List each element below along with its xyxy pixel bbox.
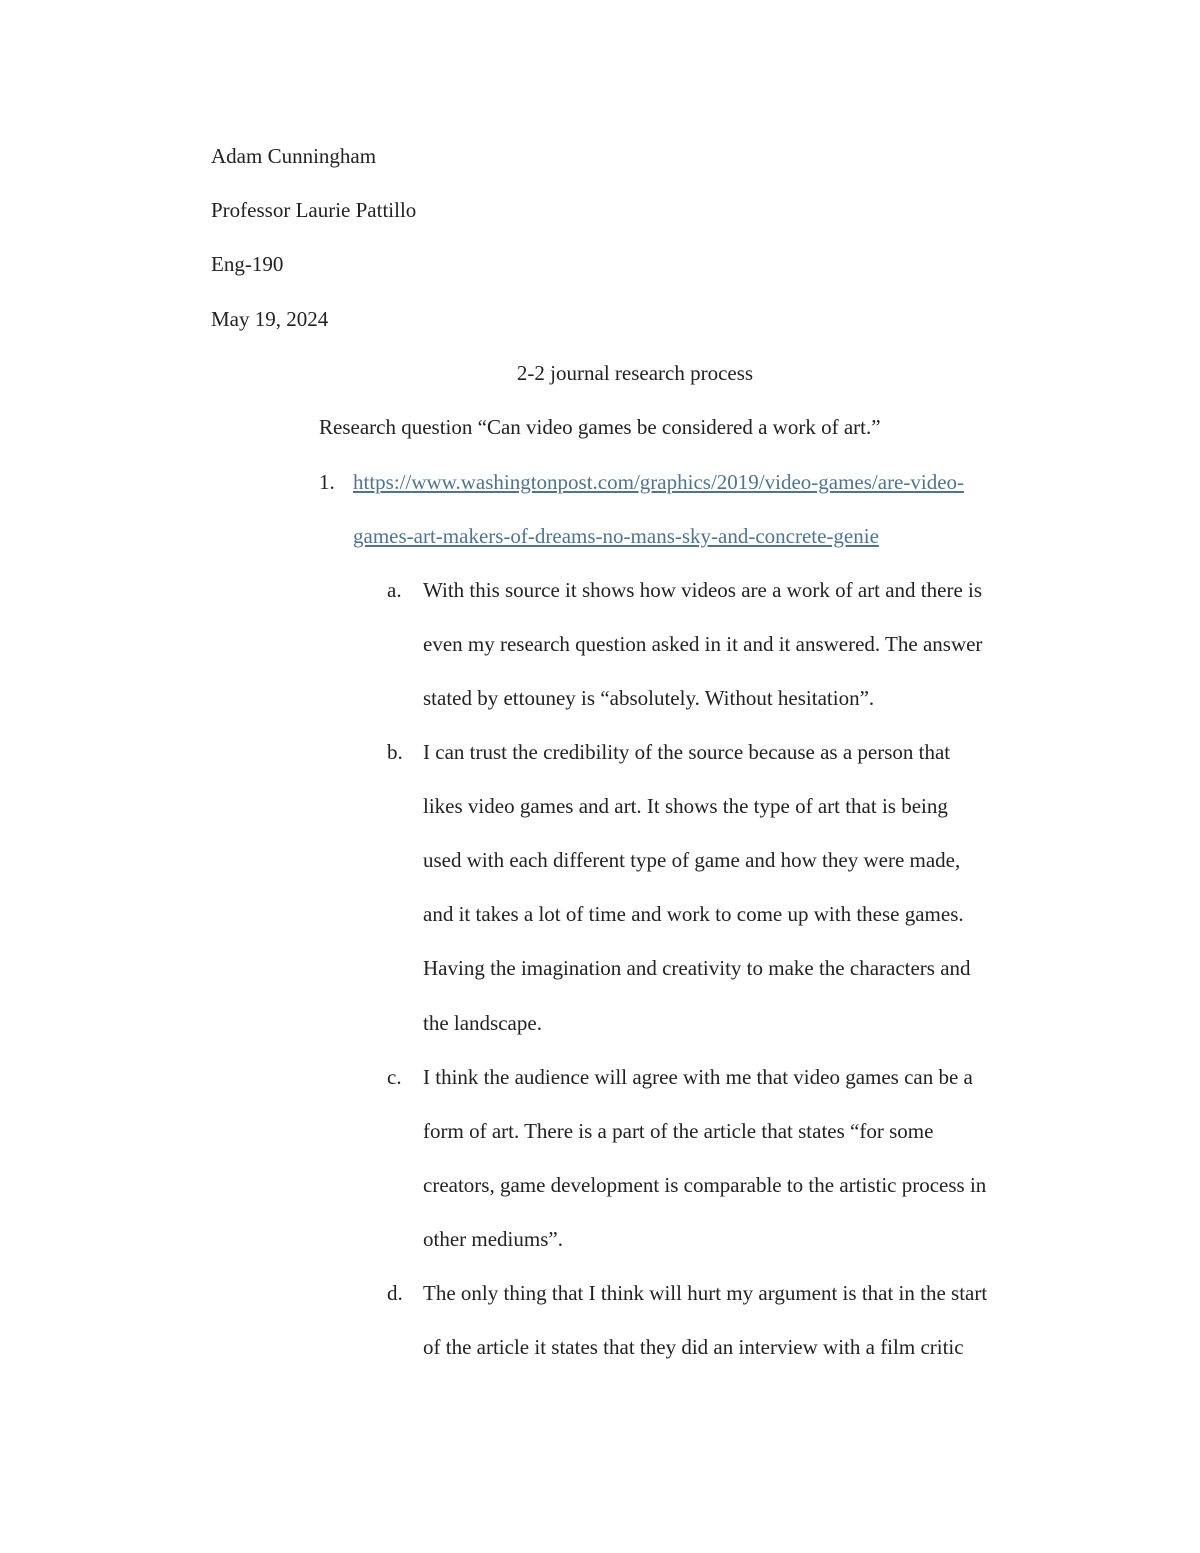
list-item-text: form of art. There is a part of the article that states “for some <box>423 1119 934 1143</box>
author-name: Adam Cunningham <box>211 144 377 168</box>
list-number: 1. <box>319 470 335 494</box>
list-item-text: I think the audience will agree with me that video games can be a <box>423 1065 973 1089</box>
list-letter: a. <box>387 578 402 602</box>
list-letter: c. <box>387 1065 402 1089</box>
research-question: Research question “Can video games be considered a work of art.” <box>319 415 881 439</box>
list-item-text: The only thing that I think will hurt my argument is that in the start <box>423 1281 988 1305</box>
list-item-text: creators, game development is comparable to the artistic process in <box>423 1173 987 1197</box>
list-letter: b. <box>387 740 403 764</box>
list-item-text: Having the imagination and creativity to make the characters and <box>423 956 971 980</box>
source-link-line-2[interactable]: games-art-makers-of-dreams-no-mans-sky-and-concrete-genie <box>353 524 879 548</box>
list-item-text: the landscape. <box>423 1011 542 1035</box>
source-link-line-1[interactable]: https://www.washingtonpost.com/graphics/2019/video-games/are-video- <box>353 470 965 494</box>
list-item-text: likes video games and art. It shows the type of art that is being <box>423 794 948 818</box>
list-item-text: used with each different type of game and how they were made, <box>423 848 961 872</box>
list-item-text: With this source it shows how videos are a work of art and there is <box>423 578 983 602</box>
list-item-text: stated by ettouney is “absolutely. Without hesitation”. <box>423 686 875 710</box>
list-item-text: of the article it states that they did an interview with a film critic <box>423 1335 964 1359</box>
course-name: Eng-190 <box>211 252 284 276</box>
professor-name: Professor Laurie Pattillo <box>211 198 417 222</box>
page-title: 2-2 journal research process <box>516 361 754 385</box>
list-letter: d. <box>387 1281 403 1305</box>
list-item-text: I can trust the credibility of the source because as a person that <box>423 740 951 764</box>
document-date: May 19, 2024 <box>211 307 329 331</box>
list-item-text: and it takes a lot of time and work to come up with these games. <box>423 902 964 926</box>
list-item-text: other mediums”. <box>423 1227 563 1251</box>
list-item-text: even my research question asked in it and it answered. The answer <box>423 632 983 656</box>
